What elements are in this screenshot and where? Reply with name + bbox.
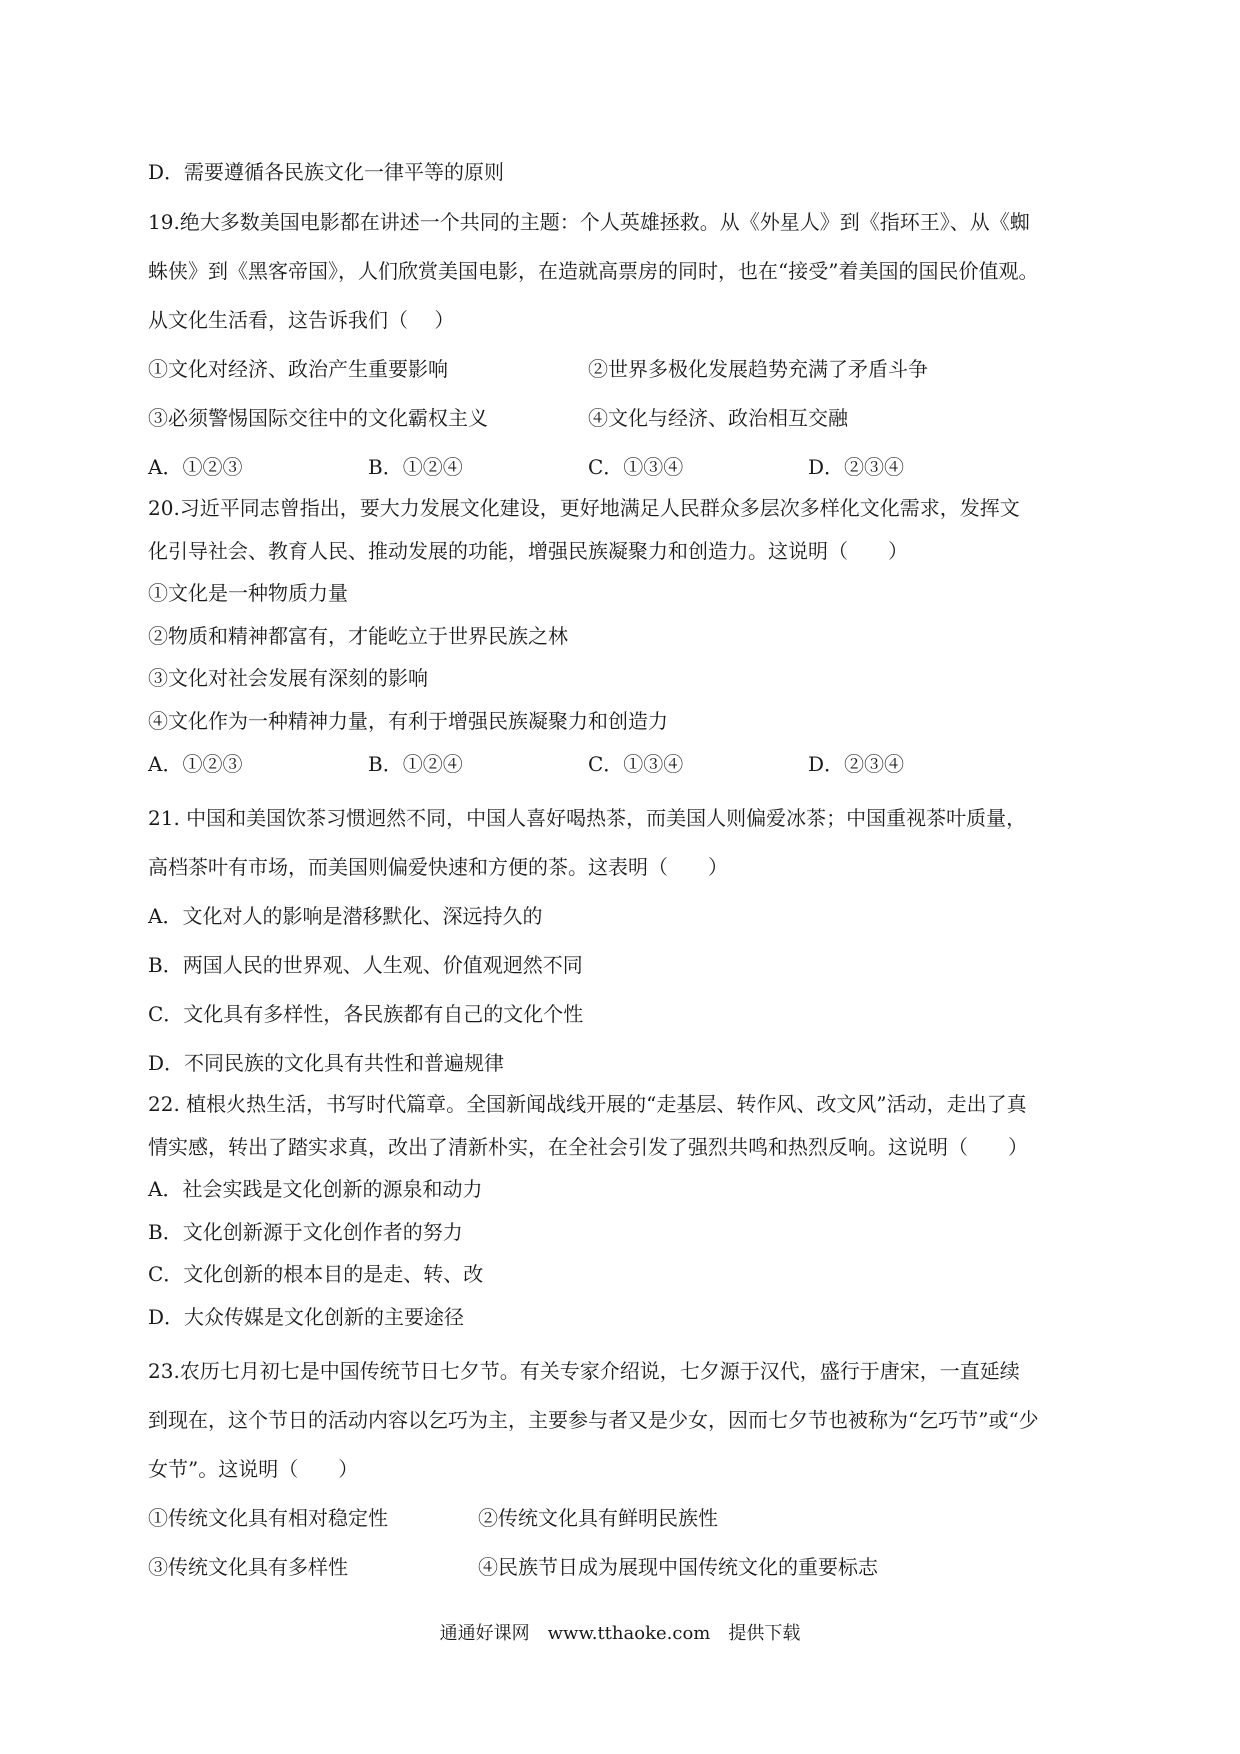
q18-option-d: D．需要遵循各民族文化一律平等的原则 [148,160,505,184]
q23-item-4: ④民族节日成为展现中国传统文化的重要标志 [478,1555,878,1579]
q21-option-d: D．不同民族的文化具有共性和普遍规律 [148,1051,505,1075]
q19-item-3: ③必须警惕国际交往中的文化霸权主义 [148,406,488,430]
q23-item-3: ③传统文化具有多样性 [148,1555,348,1579]
q21-option-b: B．两国人民的世界观、人生观、价值观迥然不同 [148,953,583,977]
q23-item-1: ①传统文化具有相对稳定性 [148,1506,388,1530]
q23-stem-line-3: 女节”。这说明（ ） [148,1457,359,1481]
q19-option-d: D．②③④ [808,455,905,479]
q20-item-1: ①文化是一种物质力量 [148,581,348,605]
q21-option-c: C．文化具有多样性，各民族都有自己的文化个性 [148,1002,584,1026]
q19-option-c: C．①③④ [588,455,684,479]
q20-item-4: ④文化作为一种精神力量，有利于增强民族凝聚力和创造力 [148,709,668,733]
q19-item-2: ②世界多极化发展趋势充满了矛盾斗争 [588,357,928,381]
q23-stem-line-1: 23.农历七月初七是中国传统节日七夕节。有关专家介绍说，七夕源于汉代，盛行于唐宋，一直延续 [148,1359,1020,1383]
page-footer: 通通好课网 www.tthaoke.com 提供下载 [439,1623,801,1644]
q21-stem-line-1: 21. 中国和美国饮茶习惯迥然不同，中国人喜好喝热茶，而美国人则偏爱冰茶；中国重视茶叶质量， [148,806,1027,830]
q20-item-3: ③文化对社会发展有深刻的影响 [148,666,428,690]
q22-option-a: A．社会实践是文化创新的源泉和动力 [148,1177,483,1201]
q20-option-b: B．①②④ [368,752,463,776]
q21-stem-line-2: 高档茶叶有市场，而美国则偏爱快速和方便的茶。这表明（ ） [148,855,728,879]
q22-stem-line-2: 情实感，转出了踏实求真，改出了清新朴实，在全社会引发了强烈共鸣和热烈反响。这说明（ ） [148,1135,1028,1159]
q20-option-c: C．①③④ [588,752,684,776]
q20-stem-line-1: 20.习近平同志曾指出，要大力发展文化建设，更好地满足人民群众多层次多样化文化需求，发挥文 [148,496,1020,520]
q20-option-d: D．②③④ [808,752,905,776]
q22-stem-line-1: 22. 植根火热生活，书写时代篇章。全国新闻战线开展的“走基层、转作风、改文风”活动，走出了真 [148,1092,1027,1116]
q19-stem-line-2: 蛛侠》到《黑客帝国》，人们欣赏美国电影，在造就高票房的同时，也在“接受”着美国的国民价值观。 [148,259,1039,283]
q22-option-d: D．大众传媒是文化创新的主要途径 [148,1305,465,1329]
q20-option-a: A．①②③ [148,752,243,776]
q19-item-4: ④文化与经济、政治相互交融 [588,406,848,430]
q20-stem-line-2: 化引导社会、教育人民、推动发展的功能，增强民族凝聚力和创造力。这说明（ ） [148,539,908,563]
q23-stem-line-2: 到现在，这个节日的活动内容以乞巧为主，主要参与者又是少女，因而七夕节也被称为“乞巧节”或“少 [148,1408,1039,1432]
q19-option-a: A．①②③ [148,455,243,479]
q20-item-2: ②物质和精神都富有，才能屹立于世界民族之林 [148,624,568,648]
q21-option-a: A．文化对人的影响是潜移默化、深远持久的 [148,904,543,928]
q19-stem-line-1: 19.绝大多数美国电影都在讲述一个共同的主题：个人英雄拯救。从《外星人》到《指环王》、从《蜘 [148,210,1030,234]
q19-option-b: B．①②④ [368,455,463,479]
q19-stem-line-3: 从文化生活看，这告诉我们（ ） [148,308,455,332]
q22-option-b: B．文化创新源于文化创作者的努力 [148,1220,463,1244]
q23-item-2: ②传统文化具有鲜明民族性 [478,1506,718,1530]
q22-option-c: C．文化创新的根本目的是走、转、改 [148,1262,484,1286]
q19-item-1: ①文化对经济、政治产生重要影响 [148,357,448,381]
